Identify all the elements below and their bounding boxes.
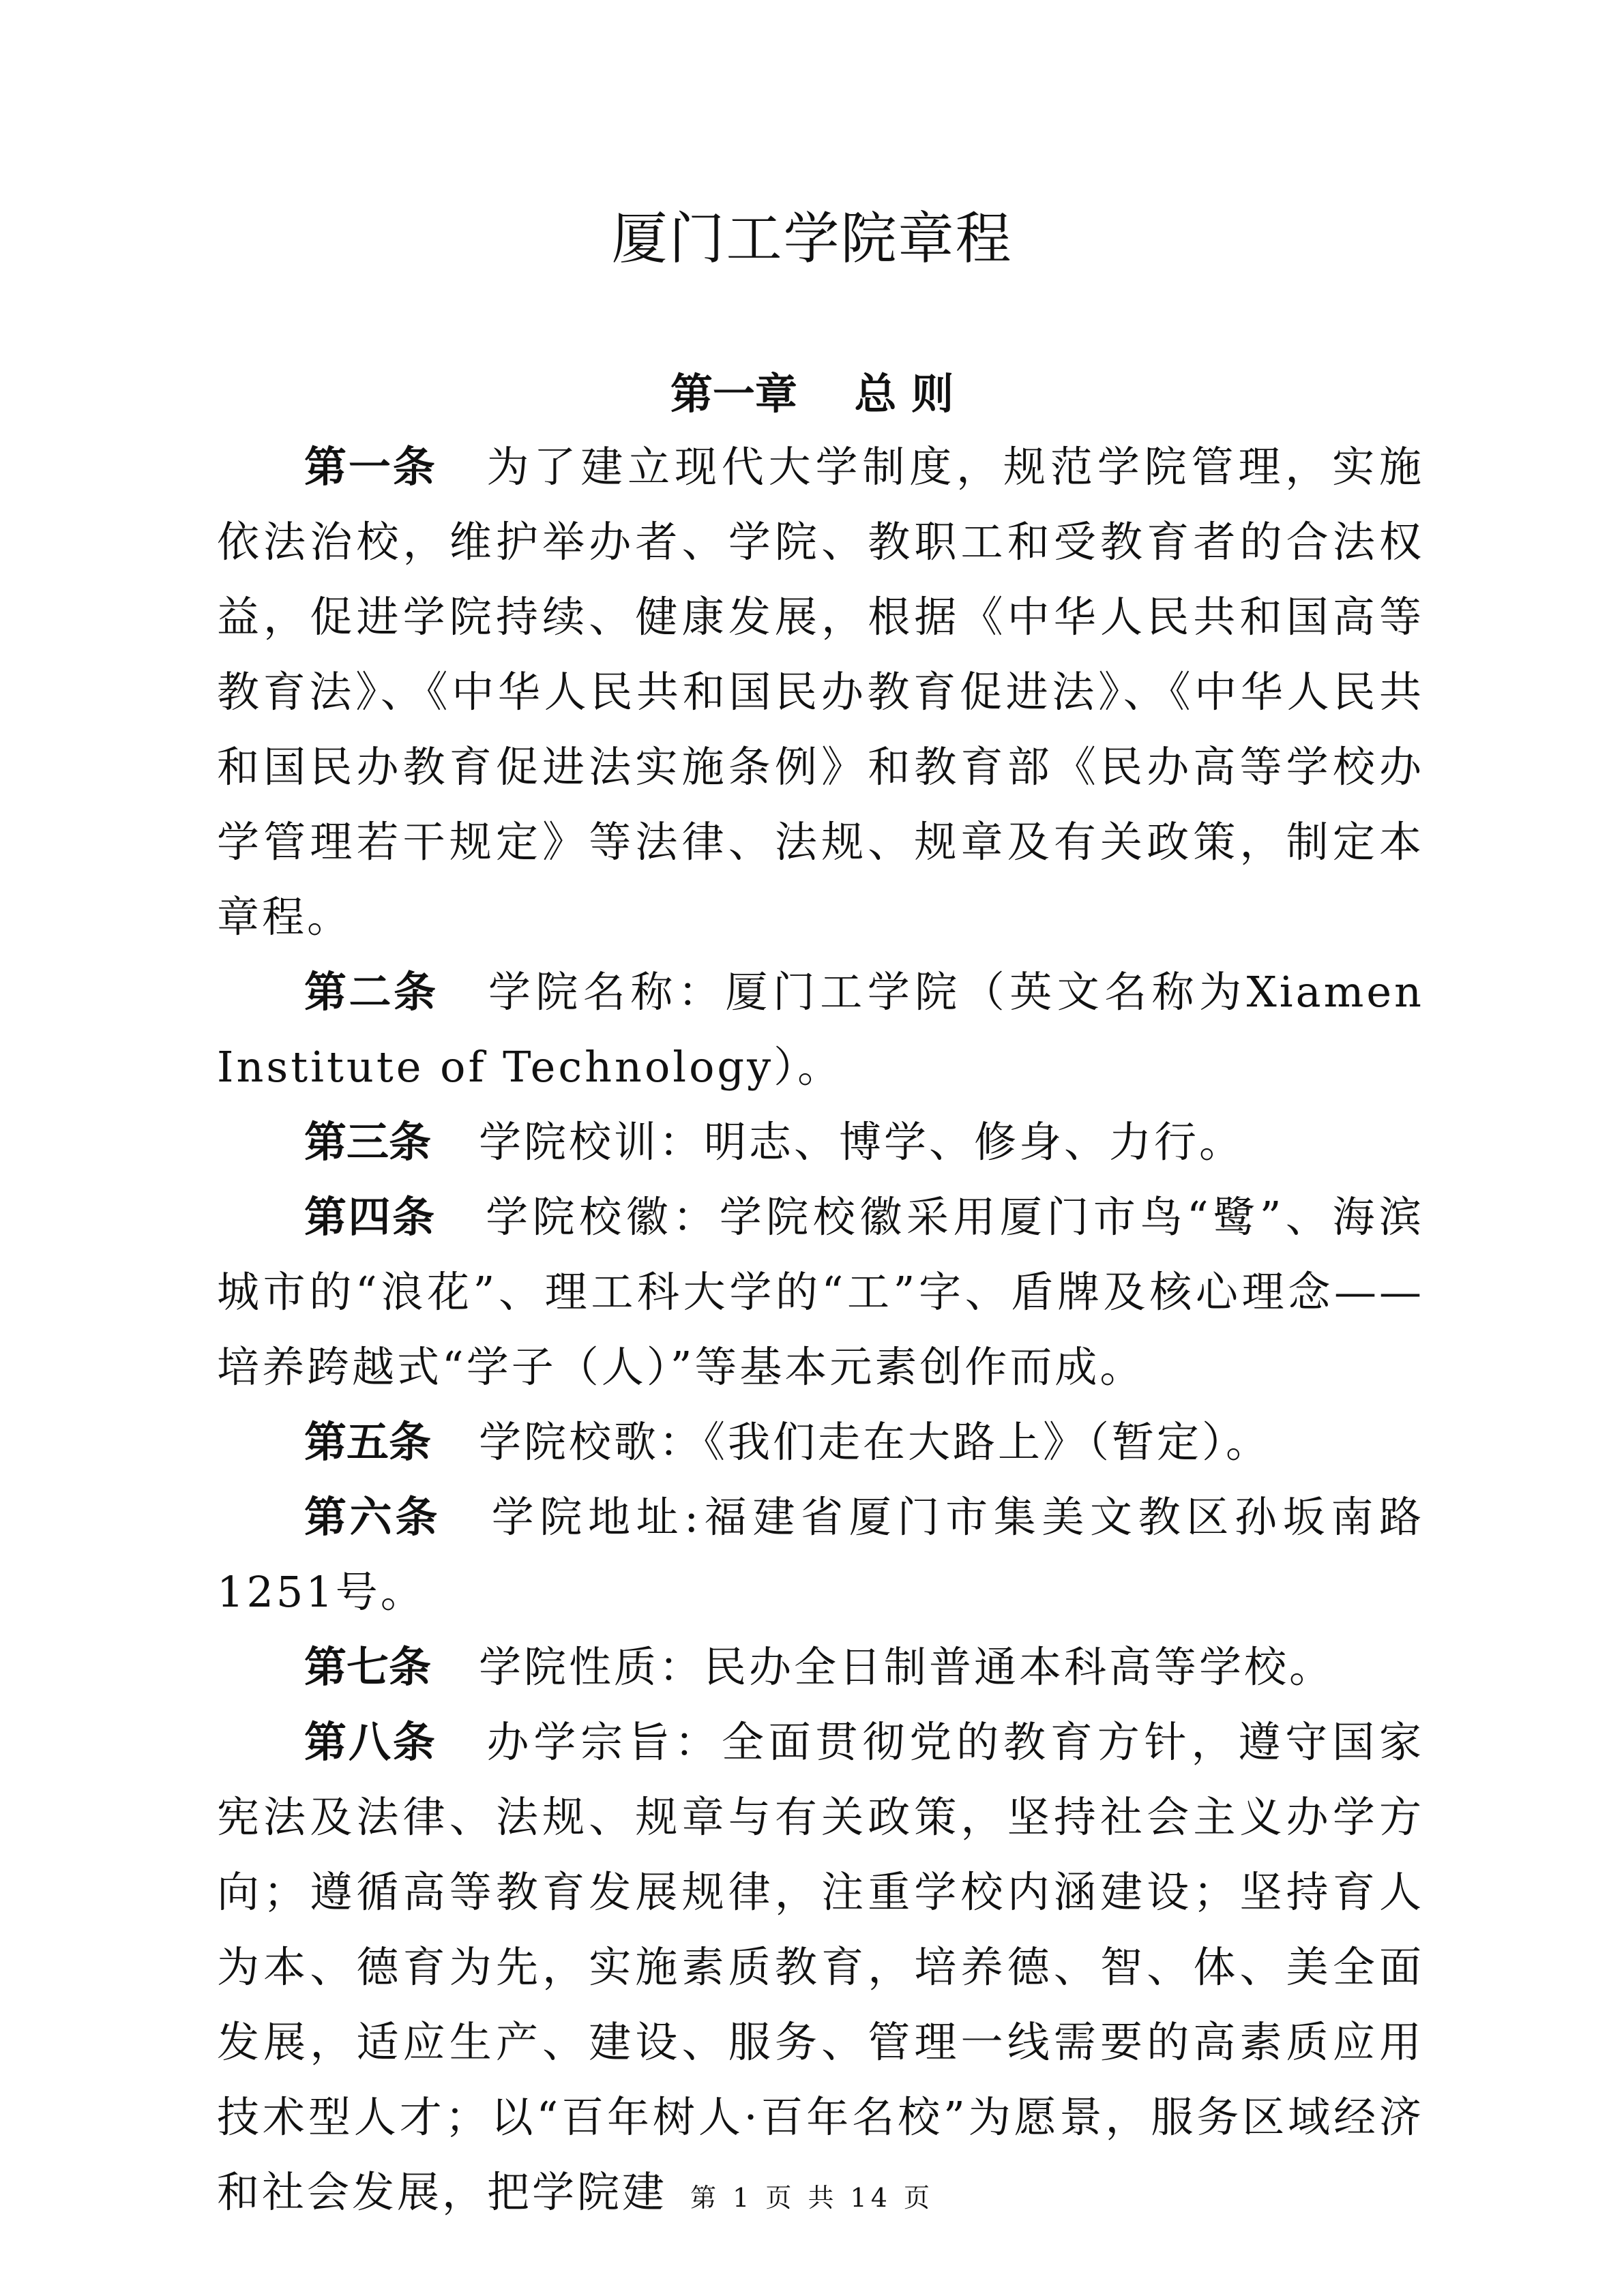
article-text: 学院名称：厦门工学院（英文名称为Xiamen Institute of Technology）。 (217, 967, 1424, 1092)
article-5 (217, 1405, 1424, 1480)
article-number: 第六条 (304, 1492, 441, 1542)
document-title: 厦门工学院章程 (611, 207, 1013, 271)
article-number: 第五条 (304, 1417, 432, 1467)
article-number: 第七条 (304, 1642, 432, 1692)
page-number-footer: 第 1 页 共 14 页 (690, 2183, 934, 2213)
article-8 (217, 1705, 1424, 2230)
article-number: 第四条 (304, 1192, 437, 1242)
article-text: 为了建立现代大学制度，规范学院管理，实施依法治校，维护举办者、学院、教职工和受教育者的合法权益，促进学院持续、健康发展，根据《中华人民共和国高等教育法》、《中华人民共和国民办教育促进法》、《中华人民共和国民办教育促进法实施条例》和教育部《民办高等学校办学管理若干规定》等法律、法规、规章及有关政策，制定本章程。 (217, 442, 1424, 942)
article-number: 第三条 (304, 1117, 432, 1167)
article-number: 第二条 (304, 967, 439, 1017)
article-4 (217, 1180, 1424, 1405)
article-2 (217, 955, 1424, 1105)
article-text: 学院校训：明志、博学、修身、力行。 (479, 1117, 1245, 1167)
article-text: 学院地址:福建省厦门市集美文教区孙坂南路1251号。 (217, 1492, 1424, 1617)
article-text: 学院性质：民办全日制普通本科高等学校。 (479, 1642, 1335, 1692)
article-1 (217, 430, 1424, 955)
article-number: 第八条 (304, 1717, 437, 1767)
article-text: 学院校徽：学院校徽采用厦门市鸟“鹭”、海滨城市的“浪花”、理工科大学的“工”字、盾牌及核心理念——培养跨越式“学子（人）”等基本元素创作而成。 (217, 1192, 1424, 1392)
article-text: 学院校歌：《我们走在大路上》（暂定）。 (479, 1417, 1271, 1467)
article-number: 第一条 (304, 442, 437, 492)
article-6 (217, 1480, 1424, 1630)
document-body (217, 430, 1424, 2230)
article-text: 办学宗旨：全面贯彻党的教育方针，遵守国家宪法及法律、法规、规章与有关政策，坚持社会主义办学方向；遵循高等教育发展规律，注重学校内涵建设；坚持育人为本、德育为先，实施素质教育，培养德、智、体、美全面发展，适应生产、建设、服务、管理一线需要的高素质应用技术型人才；以“百年树人·百年名校”为愿景，服务区域经济和社会发展，把学院建 (217, 1717, 1424, 2217)
article-7 (217, 1630, 1424, 1705)
article-3 (217, 1105, 1424, 1180)
chapter-heading: 第一章 总 则 (670, 369, 954, 419)
